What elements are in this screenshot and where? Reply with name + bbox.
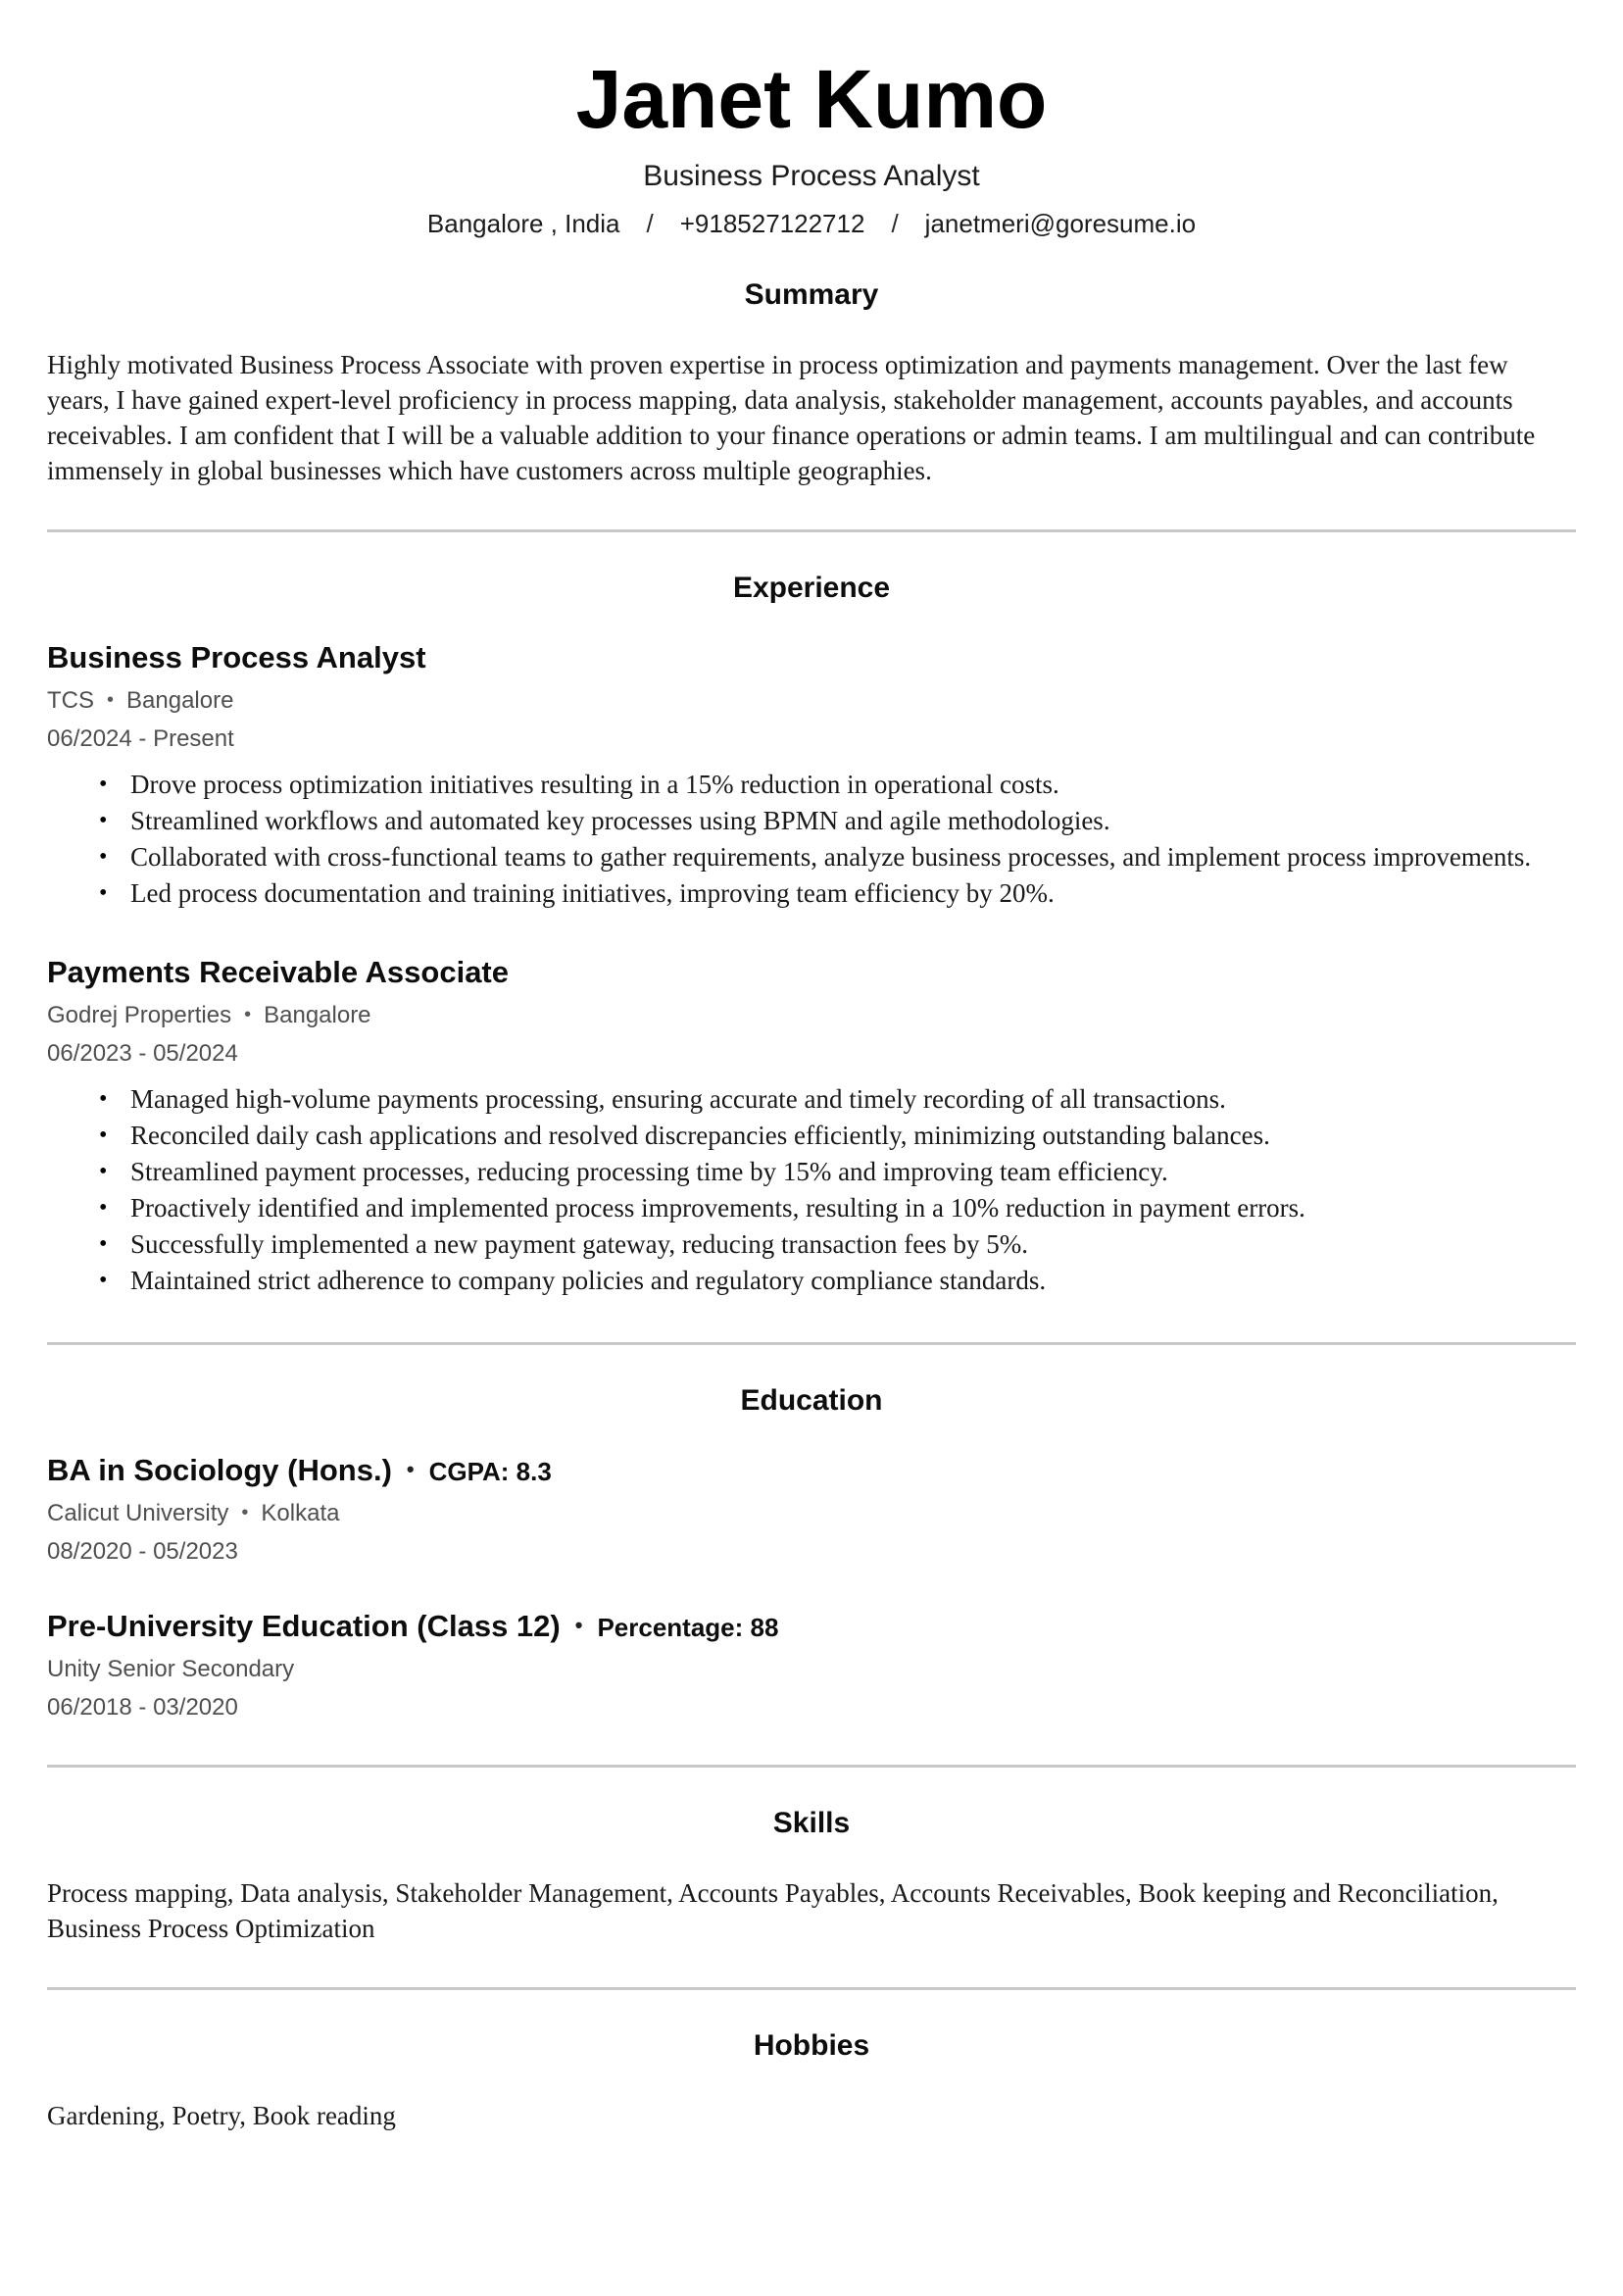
job-bullet-list — [47, 1081, 1576, 1299]
section-heading-hobbies: Hobbies — [753, 2028, 870, 2062]
experience-entry — [47, 640, 1576, 912]
contact-email: janetmeri@goresume.io — [924, 208, 1197, 238]
summary-text: Highly motivated Business Process Associate with proven expertise in process optimization and payments management. Over the last few years, I have gained expert-level proficiency in process mapping, data analysis, stakeholder management, accounts payables, and accounts receivables. I am confident that I will be a valuable addition to your finance operations or admin teams. I am multilingual and can contribute immensely in global businesses which have customers across multiple geographies. — [47, 349, 1536, 485]
job-meta — [47, 1002, 1576, 1029]
hobbies-section — [47, 2029, 1576, 2133]
section-divider — [47, 1342, 1576, 1345]
education-dates: 06/2018 - 03/2020 — [47, 1693, 238, 1721]
job-title — [47, 640, 1576, 675]
summary-section — [47, 278, 1576, 488]
education-entry — [47, 1609, 1576, 1722]
section-heading-skills: Skills — [772, 1806, 851, 1839]
job-bullet: • Drove process optimization initiatives resulting in a 15% reduction in operational costs. — [130, 767, 1576, 803]
section-heading-education: Education — [740, 1383, 883, 1417]
job-company: TCS — [47, 686, 94, 714]
degree-score: Percentage: 88 — [597, 1612, 779, 1642]
hobbies-text: Gardening, Poetry, Book reading — [47, 2100, 396, 2130]
job-location: Bangalore — [126, 686, 234, 714]
dot-separator: • — [241, 1502, 249, 1524]
school-name: Unity Senior Secondary — [47, 1655, 295, 1682]
job-bullet: • Streamlined payment processes, reducing processing time by 15% and improving team efficiency. — [130, 1154, 1576, 1190]
school-location: Kolkata — [261, 1499, 340, 1526]
job-bullet: • Maintained strict adherence to company policies and regulatory compliance standards. — [130, 1263, 1576, 1299]
job-meta — [47, 687, 1576, 715]
job-dates: 06/2024 - Present — [47, 724, 234, 752]
degree-score: CGPA: 8.3 — [428, 1456, 552, 1486]
job-bullet: • Led process documentation and training initiatives, improving team efficiency by 20%. — [130, 875, 1576, 912]
section-heading-summary: Summary — [744, 277, 879, 311]
degree-title — [47, 1453, 1576, 1488]
job-title — [47, 955, 1576, 990]
job-bullet: • Streamlined workflows and automated key processes using BPMN and agile methodologies. — [130, 803, 1576, 839]
job-location: Bangalore — [264, 1001, 371, 1028]
skills-section — [47, 1807, 1576, 1946]
job-bullet-list — [47, 767, 1576, 912]
school-meta — [47, 1656, 1576, 1683]
dot-separator: • — [406, 1456, 415, 1481]
degree-name: BA in Sociology (Hons.) — [47, 1452, 392, 1487]
experience-entry — [47, 955, 1576, 1299]
contact-line — [47, 209, 1576, 239]
candidate-title: Business Process Analyst — [643, 159, 980, 192]
dot-separator: • — [244, 1004, 252, 1026]
contact-separator: / — [891, 208, 899, 238]
school-name: Calicut University — [47, 1499, 229, 1526]
resume-header — [47, 55, 1576, 239]
skills-text: Process mapping, Data analysis, Stakeholder Management, Accounts Payables, Accounts Receivables, Book keeping and Reconciliation, Business Process Optimization — [47, 1877, 1499, 1943]
job-bullet: • Collaborated with cross-functional teams to gather requirements, analyze business processes, and implement process improvements. — [130, 839, 1576, 875]
dot-separator: • — [107, 689, 115, 712]
education-entry — [47, 1453, 1576, 1566]
job-bullet: • Managed high-volume payments processing, ensuring accurate and timely recording of all transactions. — [130, 1081, 1576, 1118]
job-dates: 06/2023 - 05/2024 — [47, 1039, 238, 1067]
job-title-text: Business Process Analyst — [47, 639, 426, 674]
degree-title — [47, 1609, 1576, 1644]
education-section — [47, 1384, 1576, 1722]
degree-name: Pre-University Education (Class 12) — [47, 1608, 561, 1643]
section-heading-experience: Experience — [732, 571, 891, 604]
section-divider — [47, 1765, 1576, 1768]
section-divider — [47, 1987, 1576, 1990]
job-title-text: Payments Receivable Associate — [47, 954, 509, 989]
contact-location: Bangalore , India — [426, 208, 620, 238]
experience-section — [47, 572, 1576, 1299]
contact-separator: / — [646, 208, 654, 238]
job-company: Godrej Properties — [47, 1001, 232, 1028]
job-bullet: • Reconciled daily cash applications and resolved discrepancies efficiently, minimizing outstanding balances. — [130, 1118, 1576, 1154]
education-dates: 08/2020 - 05/2023 — [47, 1537, 238, 1565]
dot-separator: • — [574, 1612, 583, 1637]
school-meta — [47, 1500, 1576, 1527]
job-bullet: • Successfully implemented a new payment gateway, reducing transaction fees by 5%. — [130, 1226, 1576, 1263]
candidate-name: Janet Kumo — [575, 53, 1048, 145]
contact-phone: +918527122712 — [679, 208, 865, 238]
section-divider — [47, 529, 1576, 532]
job-bullet: • Proactively identified and implemented process improvements, resulting in a 10% reduction in payment errors. — [130, 1190, 1576, 1226]
